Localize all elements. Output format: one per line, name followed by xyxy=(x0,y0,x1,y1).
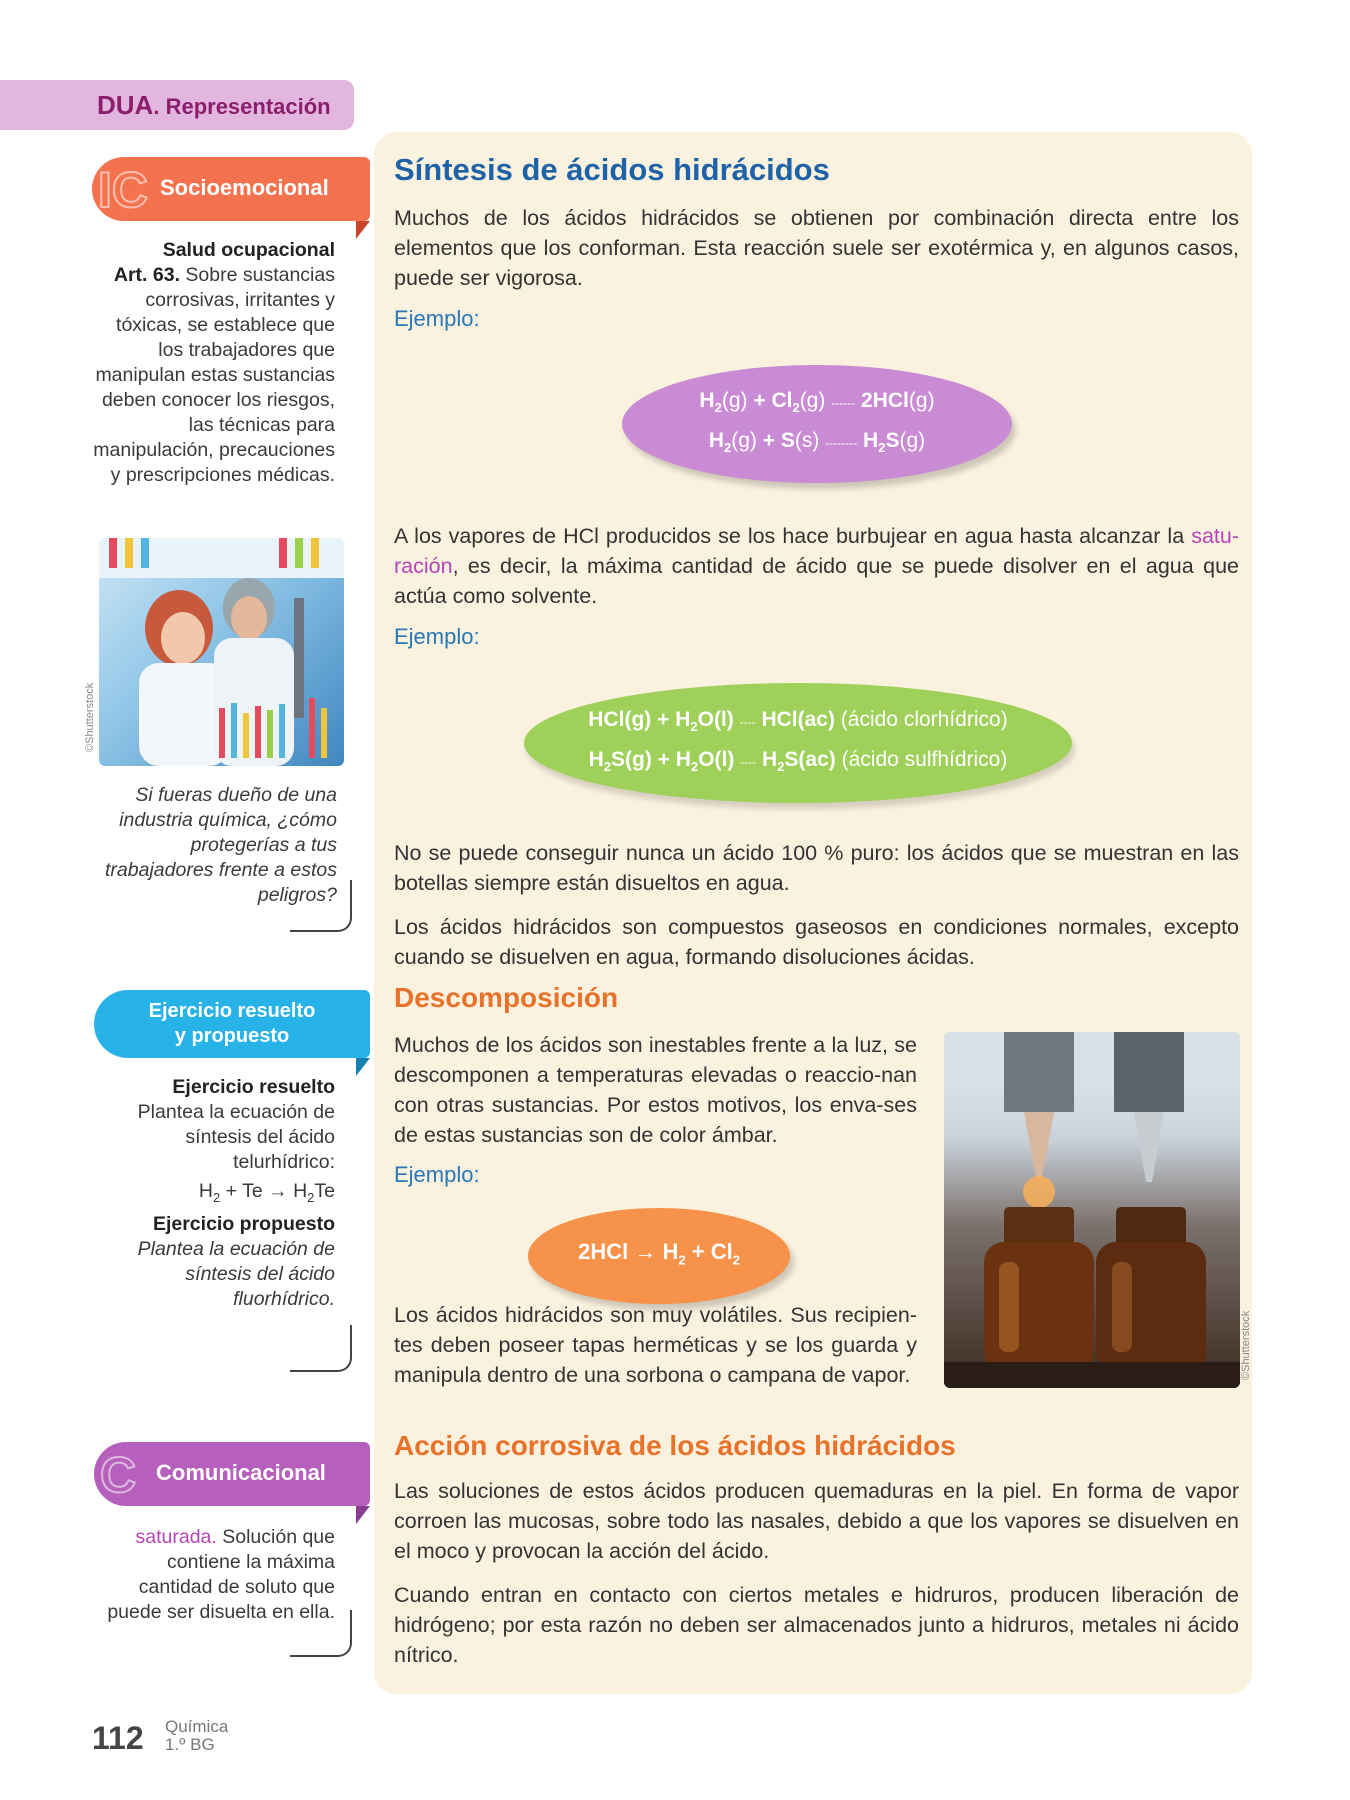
corrosion-paragraph: Las soluciones de estos ácidos producen quemaduras en la piel. En forma de vapor corroen las mucosas, sobre todo las nasales, debido a que los vapores se disuelven en el moco y provocan la acción del ácido. xyxy=(394,1479,1239,1563)
equation-hcl-decomp: $2HCl \to H_2 + Cl_2$ xyxy=(578,1239,740,1268)
decomposition-equation-oval xyxy=(528,1208,790,1304)
socioemocional-label: Socioemocional xyxy=(160,175,329,200)
socioemocional-fold xyxy=(356,221,370,239)
reflection-question: Si fueras dueño de una industria química, ¿cómo protegerías a tus trabajadores frente a estos peligros? xyxy=(105,784,337,906)
solved-text: Plantea la ecuación de síntesis del ácido telurhídrico: xyxy=(137,1101,335,1173)
saturation-paragraph: A los vapores de HCl producidos se los hace burbujear en agua hasta alcanzar la satu-ración, es decir, la máxima cantidad de ácido que se puede disolver en el agua que actúa como solvente. xyxy=(394,524,1239,608)
equation-hcl-aq: $HCl(g) + H_2O(l)$ ---- HCl(ac) (ácido clorhídrico) xyxy=(588,707,1008,734)
socioemocional-bracket xyxy=(290,880,352,932)
purity-paragraph: No se puede conseguir nunca un ácido 100 % puro: los ácidos que se muestran en las botellas siempre están disueltos en agua. xyxy=(394,841,1239,895)
gaseous-paragraph: Los ácidos hidrácidos son compuestos gaseosos en condiciones normales, excepto cuando se disuelven en agua, formando disoluciones ácidas. xyxy=(394,915,1239,969)
equation-h2s-aq: $H_2S(g) + H_2O(l)$ ---- $H_2S(ac)$ (ácido sulfhídrico) xyxy=(588,748,1008,775)
equation-h2s: $H_2(g) + S(s)$ -------- $H_2S(g)$ xyxy=(708,429,926,456)
dissolution-equation-oval xyxy=(524,683,1072,803)
proposed-text: Plantea la ecuación de síntesis del ácido fluorhídrico. xyxy=(137,1237,335,1310)
synthesis-equation-oval xyxy=(622,365,1012,483)
equation-hcl: $H_2(g) + Cl_2(g)$ ------ 2HCl(g) xyxy=(699,388,935,415)
photo-credit-lab: ©Shutterstock xyxy=(84,682,96,752)
article-text: Sobre sustancias corrosivas, irritantes y tóxicas, se establece que los trabajadores que manipulan estas sustancias deben conocer los riesgos, las técnicas para manipulación, precauciones y prescripciones médicas. xyxy=(93,264,335,486)
ejercicio-resuelto-block xyxy=(92,1075,335,1312)
svg-text:C: C xyxy=(100,1448,137,1500)
glossary-definition: Solución que contiene la máxima cantidad de soluto que puede ser disuelta en ella. xyxy=(107,1526,335,1623)
example-label-3: Ejemplo: xyxy=(394,1162,480,1187)
socioemocional-logo-icon xyxy=(96,163,156,215)
solved-heading: Ejercicio resuelto xyxy=(172,1076,335,1098)
comunicacional-logo-icon xyxy=(98,1448,148,1500)
heading-descomposicion: Descomposición xyxy=(394,982,619,1013)
decomposition-paragraph: Muchos de los ácidos son inestables frente a la luz, se descomponen a temperaturas elevadas o reaccio-nan con otras sustancias. Por estos motivos, los enva-ses de estas sustancias son de color ámbar. xyxy=(394,1033,917,1147)
dua-banner xyxy=(0,80,354,130)
subject-label: Química 1.º BG xyxy=(165,1717,229,1754)
dua-brand: DUA xyxy=(97,90,154,120)
page-title: Síntesis de ácidos hidrácidos xyxy=(394,152,830,187)
socioemocional-tab xyxy=(92,157,370,221)
ejercicio-tab xyxy=(94,990,370,1058)
ejercicio-bracket xyxy=(290,1325,352,1372)
article-ref: Art. 63. xyxy=(113,264,180,286)
glossary-term-saturacion[interactable]: satu-ración xyxy=(394,524,1239,578)
intro-paragraph: Muchos de los ácidos hidrácidos se obtienen por combinación directa entre los elementos que los conforman. Esta reacción suele ser exotérmica y, en algunos casos, puede ser vigorosa. xyxy=(394,206,1239,290)
proposed-heading: Ejercicio propuesto xyxy=(152,1212,335,1235)
example-label-2: Ejemplo: xyxy=(394,624,480,649)
hydrogen-paragraph: Cuando entran en contacto con ciertos metales e hidruros, producen liberación de hidrógeno; por esta razón no deben ser almacenados junto a hidruros, metales ni ácido nítrico. xyxy=(394,1583,1239,1667)
comunicacional-label: Comunicacional xyxy=(156,1460,326,1485)
glossary-term: saturada. xyxy=(135,1526,217,1548)
salud-ocupacional-heading: Salud ocupacional xyxy=(162,239,335,261)
comunicacional-tab xyxy=(94,1442,370,1506)
photo-credit-bottles: ©Shutterstock xyxy=(1240,1310,1252,1380)
laboratory-illustration xyxy=(99,538,344,766)
laboratory-photo xyxy=(99,538,344,766)
comunicacional-bracket xyxy=(290,1610,352,1657)
volatility-paragraph: Los ácidos hidrácidos son muy volátiles. Sus recipien-tes deben poseer tapas herméticas y se los guarda y manipula dentro de una sorbona o campana de vapor. xyxy=(394,1303,917,1387)
page-number: 112 xyxy=(92,1720,144,1756)
amber-bottles-illustration xyxy=(944,1032,1240,1388)
socioemocional-text xyxy=(92,238,335,488)
heading-accion-corrosiva: Acción corrosiva de los ácidos hidrácidos xyxy=(394,1430,956,1461)
comunicacional-fold xyxy=(356,1506,370,1524)
amber-bottles-photo xyxy=(944,1032,1240,1388)
ejercicio-tab-label: Ejercicio resuelto y propuesto xyxy=(148,1000,316,1047)
example-label-1: Ejemplo: xyxy=(394,306,480,331)
telurhidrico-equation: $H_2 + Te \to H_2Te$ xyxy=(198,1180,335,1205)
svg-text:IC: IC xyxy=(98,163,148,215)
ejercicio-fold xyxy=(356,1058,370,1076)
dua-section: . Representación xyxy=(153,94,331,119)
